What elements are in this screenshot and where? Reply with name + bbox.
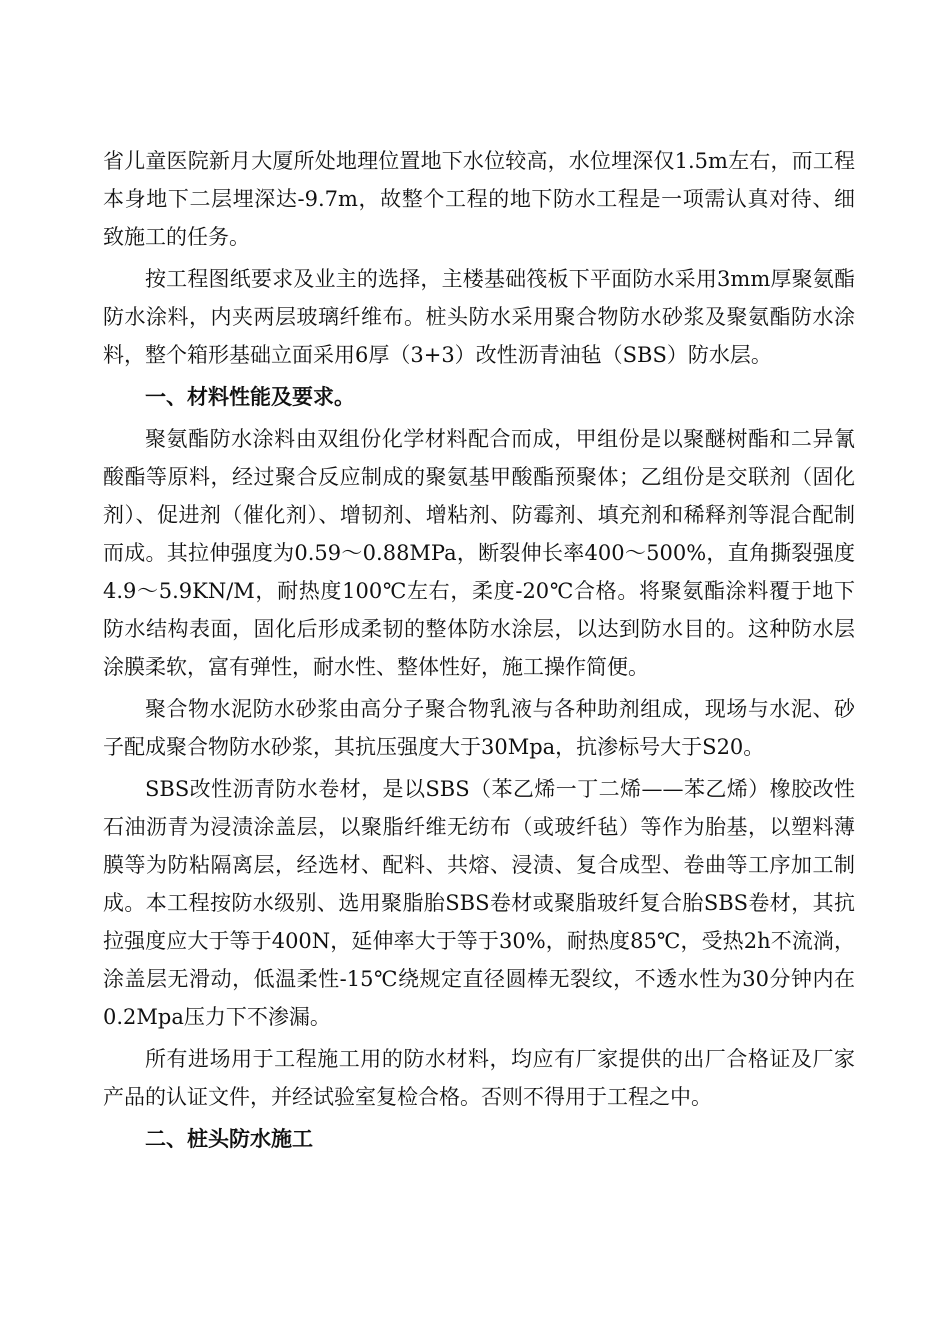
paragraph-polymer-mortar: 聚合物水泥防水砂浆由高分子聚合物乳液与各种助剂组成，现场与水泥、砂子配成聚合物防水砂浆，其抗压强度大于30Mpa，抗渗标号大于S20。 [103, 697, 855, 759]
paragraph-polyurethane-coating: 聚氨酯防水涂料由双组份化学材料配合而成，甲组份是以聚醚树酯和二异氰酸酯等原料，经过聚合反应制成的聚氨基甲酸酯预聚体；乙组份是交联剂（固化剂）、促进剂（催化剂）、增韧剂、增粘剂、防霉剂、填充剂和稀释剂等混合配制而成。其拉伸强度为0.59～0.88MPa，断裂伸长率400～500%，直角撕裂强度4.9～5.9KN/M，耐热度100℃左右，柔度-20℃合格。将聚氨酯涂料覆于地下防水结构表面，固化后形成柔韧的整体防水涂层，以达到防水目的。这种防水层涂膜柔软，富有弹性，耐水性、整体性好，施工操作简便。 [103, 427, 855, 679]
paragraph-waterproofing-scheme: 按工程图纸要求及业主的选择，主楼基础筏板下平面防水采用3mm厚聚氨酯防水涂料，内夹两层玻璃纤维布。桩头防水采用聚合物防水砂浆及聚氨酯防水涂料，整个箱形基础立面采用6厚（3+3）改性沥青油毡（SBS）防水层。 [103, 267, 855, 367]
document-body [103, 142, 855, 1162]
paragraph-material-certification: 所有进场用于工程施工用的防水材料，均应有厂家提供的出厂合格证及厂家产品的认证文件，并经试验室复检合格。否则不得用于工程之中。 [103, 1047, 855, 1109]
section-heading-materials: 一、材料性能及要求。 [145, 385, 355, 409]
section-heading-pile-head: 二、桩头防水施工 [145, 1127, 313, 1151]
paragraph-sbs-membrane: SBS改性沥青防水卷材，是以SBS（苯乙烯一丁二烯——苯乙烯）橡胶改性石油沥青为浸渍涂盖层，以聚脂纤维无纺布（或玻纤毡）等作为胎基，以塑料薄膜等为防粘隔离层，经选材、配料、共熔、浸渍、复合成型、卷曲等工序加工制成。本工程按防水级别、选用聚脂胎SBS卷材或聚脂玻纤复合胎SBS卷材，其抗拉强度应大于等于400N，延伸率大于等于30%，耐热度85℃，受热2h不流淌，涂盖层无滑动，低温柔性-15℃绕规定直径圆棒无裂纹，不透水性为30分钟内在0.2Mpa压力下不渗漏。 [103, 777, 855, 1029]
paragraph-groundwater-intro: 省儿童医院新月大厦所处地理位置地下水位较高，水位埋深仅1.5m左右，而工程本身地下二层埋深达-9.7m，故整个工程的地下防水工程是一项需认真对待、细致施工的任务。 [103, 149, 855, 249]
